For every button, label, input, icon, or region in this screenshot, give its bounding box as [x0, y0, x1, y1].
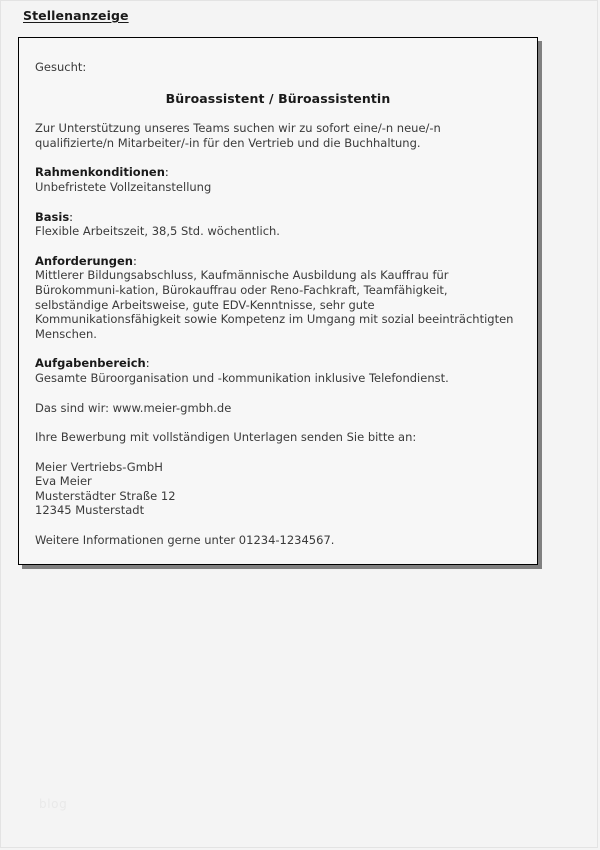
section-label-colon: : [164, 165, 169, 180]
lead-paragraph [35, 121, 521, 150]
page-title: Stellenanzeige [23, 8, 129, 23]
section-label-colon: : [69, 209, 74, 224]
section-label: Basis [35, 209, 70, 224]
contact-company: Meier Vertriebs-GmbH [35, 459, 163, 474]
section-text-line: Gesamte Büroorganisation und -kommunikation inklusive Telefondienst. [35, 370, 449, 385]
contact-person: Eva Meier [35, 474, 92, 489]
job-ad-body [35, 60, 521, 548]
application-call-line: Ihre Bewerbung mit vollständigen Unterlagen senden Sie bitte an: [35, 430, 417, 445]
blog-watermark: blog [39, 797, 68, 811]
section-text-line: Flexible Arbeitszeit, 38,5 Std. wöchentlich. [35, 224, 280, 239]
lead-paragraph-line-2: qualifizierte/n Mitarbeiter/-in für den Vertrieb und die Buchhaltung. [35, 135, 421, 150]
section-rahmenkonditionen [35, 165, 521, 194]
website-line: Das sind wir: www.meier-gmbh.de [35, 400, 232, 415]
section-aufgabenbereich [35, 356, 521, 385]
section-text-line: Kommunikationsfähigkeit sowie Kompetenz im Umgang mit sozial beeinträchtigten [35, 312, 514, 327]
section-heading [35, 210, 521, 225]
lead-paragraph-line-1: Zur Unterstützung unseres Teams suchen wir zu sofort eine/-n neue/-n [35, 121, 441, 136]
section-text-line: Menschen. [35, 326, 97, 341]
job-ad-card [18, 37, 538, 565]
contact-city: 12345 Musterstadt [35, 503, 145, 518]
section-label-colon: : [132, 253, 137, 268]
section-label: Anforderungen [35, 253, 133, 268]
section-text-line: selbständige Arbeitsweise, gute EDV-Kenntnisse, sehr gute [35, 297, 375, 312]
contact-street: Musterstädter Straße 12 [35, 488, 176, 503]
section-text-line: Bürokommuni-kation, Bürokauffrau oder Reno-Fachkraft, Teamfähigkeit, [35, 282, 448, 297]
job-title: Büroassistent / Büroassistentin [165, 90, 391, 106]
contact-block [35, 460, 521, 518]
section-heading [35, 254, 521, 269]
section-anforderungen [35, 254, 521, 342]
section-heading [35, 165, 521, 180]
phone-info-line: Weitere Informationen gerne unter 01234-1234567. [35, 533, 335, 548]
sought-label: Gesucht: [35, 60, 87, 74]
section-heading [35, 356, 521, 371]
section-text-line: Mittlerer Bildungsabschluss, Kaufmännische Ausbildung als Kauffrau für [35, 268, 449, 283]
section-text-line: Unbefristete Vollzeitanstellung [35, 179, 212, 194]
section-label-colon: : [145, 356, 150, 371]
section-label: Aufgabenbereich [35, 356, 146, 371]
section-basis [35, 210, 521, 239]
section-label: Rahmenkonditionen [35, 165, 165, 180]
